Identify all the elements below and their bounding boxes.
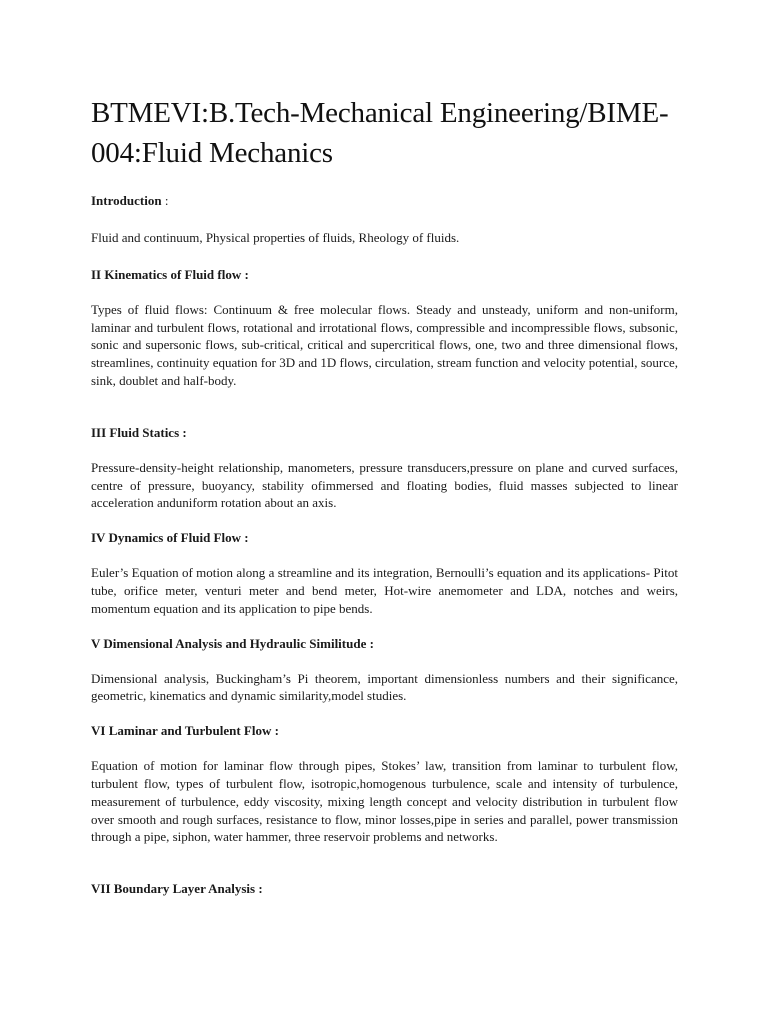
section-heading-kinematics: II Kinematics of Fluid flow : xyxy=(91,266,249,282)
section-body-laminar-turbulent: Equation of motion for laminar flow through pipes, Stokes’ law, transition from laminar to turbulent flow, turbulent flow, types of turbulent flow, isotropic,homogenous turbulence, scale and intensity of turbulence, measurement of turbulence, eddy viscosity, mixing length concept and velocity distribution in turbulent flow over smooth and rough surfaces, resistance to flow, minor losses,pipe in series and parallel, power transmission through a pipe, siphon, water hammer, three reservoir problems and networks. xyxy=(91,758,678,845)
intro-heading-line xyxy=(91,193,678,209)
section-heading-boundary-layer: VII Boundary Layer Analysis : xyxy=(91,881,263,897)
section-heading-dynamics: IV Dynamics of Fluid Flow : xyxy=(91,530,249,546)
section-body-dynamics: Euler’s Equation of motion along a streamline and its integration, Bernoulli’s equation and its applications- Pitot tube, orifice meter, venturi meter and bend meter, Hot-wire anemometer and LDA, notches and weirs, momentum equation and its application to pipe bends. xyxy=(91,565,678,616)
section-heading-laminar-turbulent: VI Laminar and Turbulent Flow : xyxy=(91,723,279,739)
section-heading-fluid-statics: III Fluid Statics : xyxy=(91,424,187,440)
intro-heading-colon: : xyxy=(161,193,169,208)
section-body-dimensional-analysis: Dimensional analysis, Buckingham’s Pi theorem, important dimensionless numbers and their significance, geometric, kinematics and dynamic similarity,model studies. xyxy=(91,670,678,704)
intro-paragraph: Fluid and continuum, Physical properties of fluids, Rheology of fluids. xyxy=(91,230,460,245)
section-body-fluid-statics: Pressure-density-height relationship, manometers, pressure transducers,pressure on plane and curved surfaces, centre of pressure, buoyancy, stability ofimmersed and floating bodies, fluid masses subjected to linear acceleration anduniform rotation about an axis. xyxy=(91,459,678,511)
section-heading-dimensional-analysis: V Dimensional Analysis and Hydraulic Similitude : xyxy=(91,635,374,651)
document-title: BTMEVI:B.Tech-Mechanical Engineering/BIME-004:Fluid Mechanics xyxy=(91,97,669,169)
section-body-kinematics: Types of fluid flows: Continuum & free molecular flows. Steady and unsteady, uniform and non-uniform, laminar and turbulent flows, rotational and irrotational flows, compressible and incompressible flows, subsonic, sonic and supersonic flows, sub-critical, critical and supercritical flows, one, two and three dimensional flows, streamlines, continuity equation for 3D and 1D flows, circulation, stream function and velocity potential, source, sink, doublet and half-body. xyxy=(91,301,678,388)
intro-heading: Introduction xyxy=(91,193,162,208)
document-page xyxy=(91,93,678,897)
